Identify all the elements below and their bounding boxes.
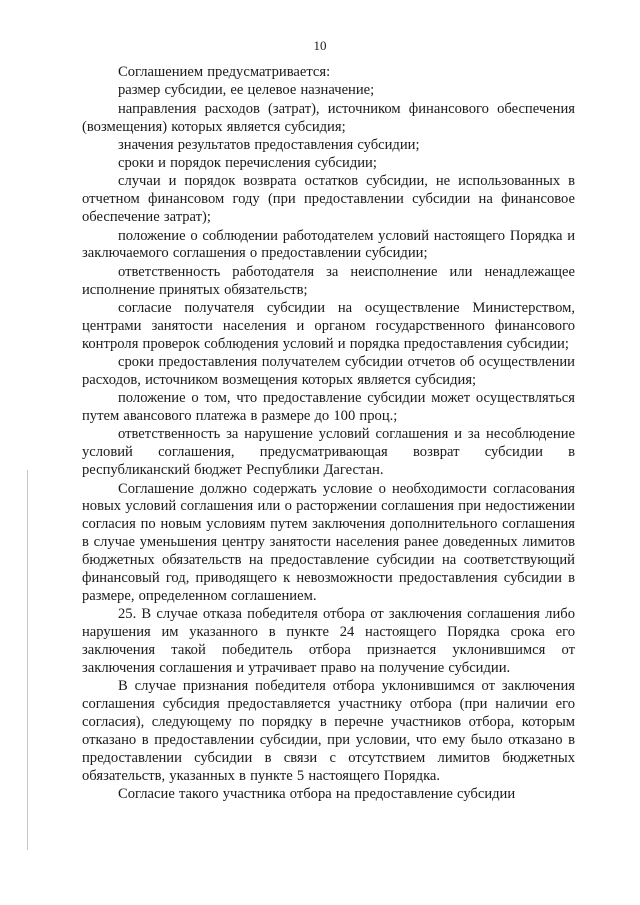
paragraph: Соглашение должно содержать условие о необходимости согласования новых условий соглашения или о расторжении соглашения при недостижении согласия по новым условиям путем заключения дополнительного соглашения в случае уменьшения центру занятости населения ранее доведенных лимитов бюджетных обязательств на предоставление субсидии на соответствующий финансовый год, приводящего к невозможности предоставления субсидии в размере, определенном соглашением. — [82, 480, 575, 604]
paragraph: В случае признания победителя отбора уклонившимся от заключения соглашения субсидия предоставляется участнику отбора (при наличии его согласия), следующему по порядку в перечне участников отбора, которым отказано в предоставлении субсидии, при условии, что ему было отказано в предоставлении субсидии в связи с отсутствием лимитов бюджетных обязательств, указанных в пункте 5 настоящего Порядка. — [82, 678, 575, 784]
page-number: 10 — [313, 38, 327, 53]
scan-edge-mark — [27, 470, 28, 850]
paragraph: сроки предоставления получателем субсидии отчетов об осуществлении расходов, источником возмещения которых является субсидия; — [82, 354, 575, 388]
paragraph: положение о соблюдении работодателем условий настоящего Порядка и заключаемого соглашения о предоставлении субсидии; — [82, 227, 575, 262]
paragraph: ответственность за нарушение условий соглашения и за несоблюдение условий соглашения, предусматривающая возврат субсидии в республиканский бюджет Республики Дагестан. — [82, 426, 575, 479]
paragraph: 25. В случае отказа победителя отбора от заключения соглашения либо нарушения им указанного в пункте 24 настоящего Порядка срока его заключения такой победитель отбора признается уклонившимся от заключения соглашения и утрачивает право на получение субсидии. — [82, 606, 575, 676]
paragraph: размер субсидии, ее целевое назначение; — [118, 82, 375, 99]
paragraph: Соглашением предусматривается: — [118, 64, 331, 80]
paragraph: положение о том, что предоставление субсидии может осуществляться путем авансового платежа в размере до 100 проц.; — [82, 390, 575, 425]
paragraph: ответственность работодателя за неисполнение или ненадлежащее исполнение принятых обязательств; — [82, 263, 575, 298]
paragraph: случаи и порядок возврата остатков субсидии, не использованных в отчетном финансовом году (при предоставлении субсидии на финансовое обеспечение затрат); — [82, 173, 575, 226]
document-body — [82, 64, 575, 804]
paragraph: направления расходов (затрат), источником финансового обеспечения (возмещения) которых является субсидия; — [82, 100, 575, 135]
paragraph: значения результатов предоставления субсидии; — [118, 136, 420, 153]
paragraph: Согласие такого участника отбора на предоставление субсидии — [118, 786, 516, 803]
paragraph: согласие получателя субсидии на осуществление Министерством, центрами занятости населения и органом государственного финансового контроля проверок соблюдения условий и порядка предоставления субсидии; — [82, 299, 575, 352]
paragraph: сроки и порядок перечисления субсидии; — [118, 155, 377, 172]
